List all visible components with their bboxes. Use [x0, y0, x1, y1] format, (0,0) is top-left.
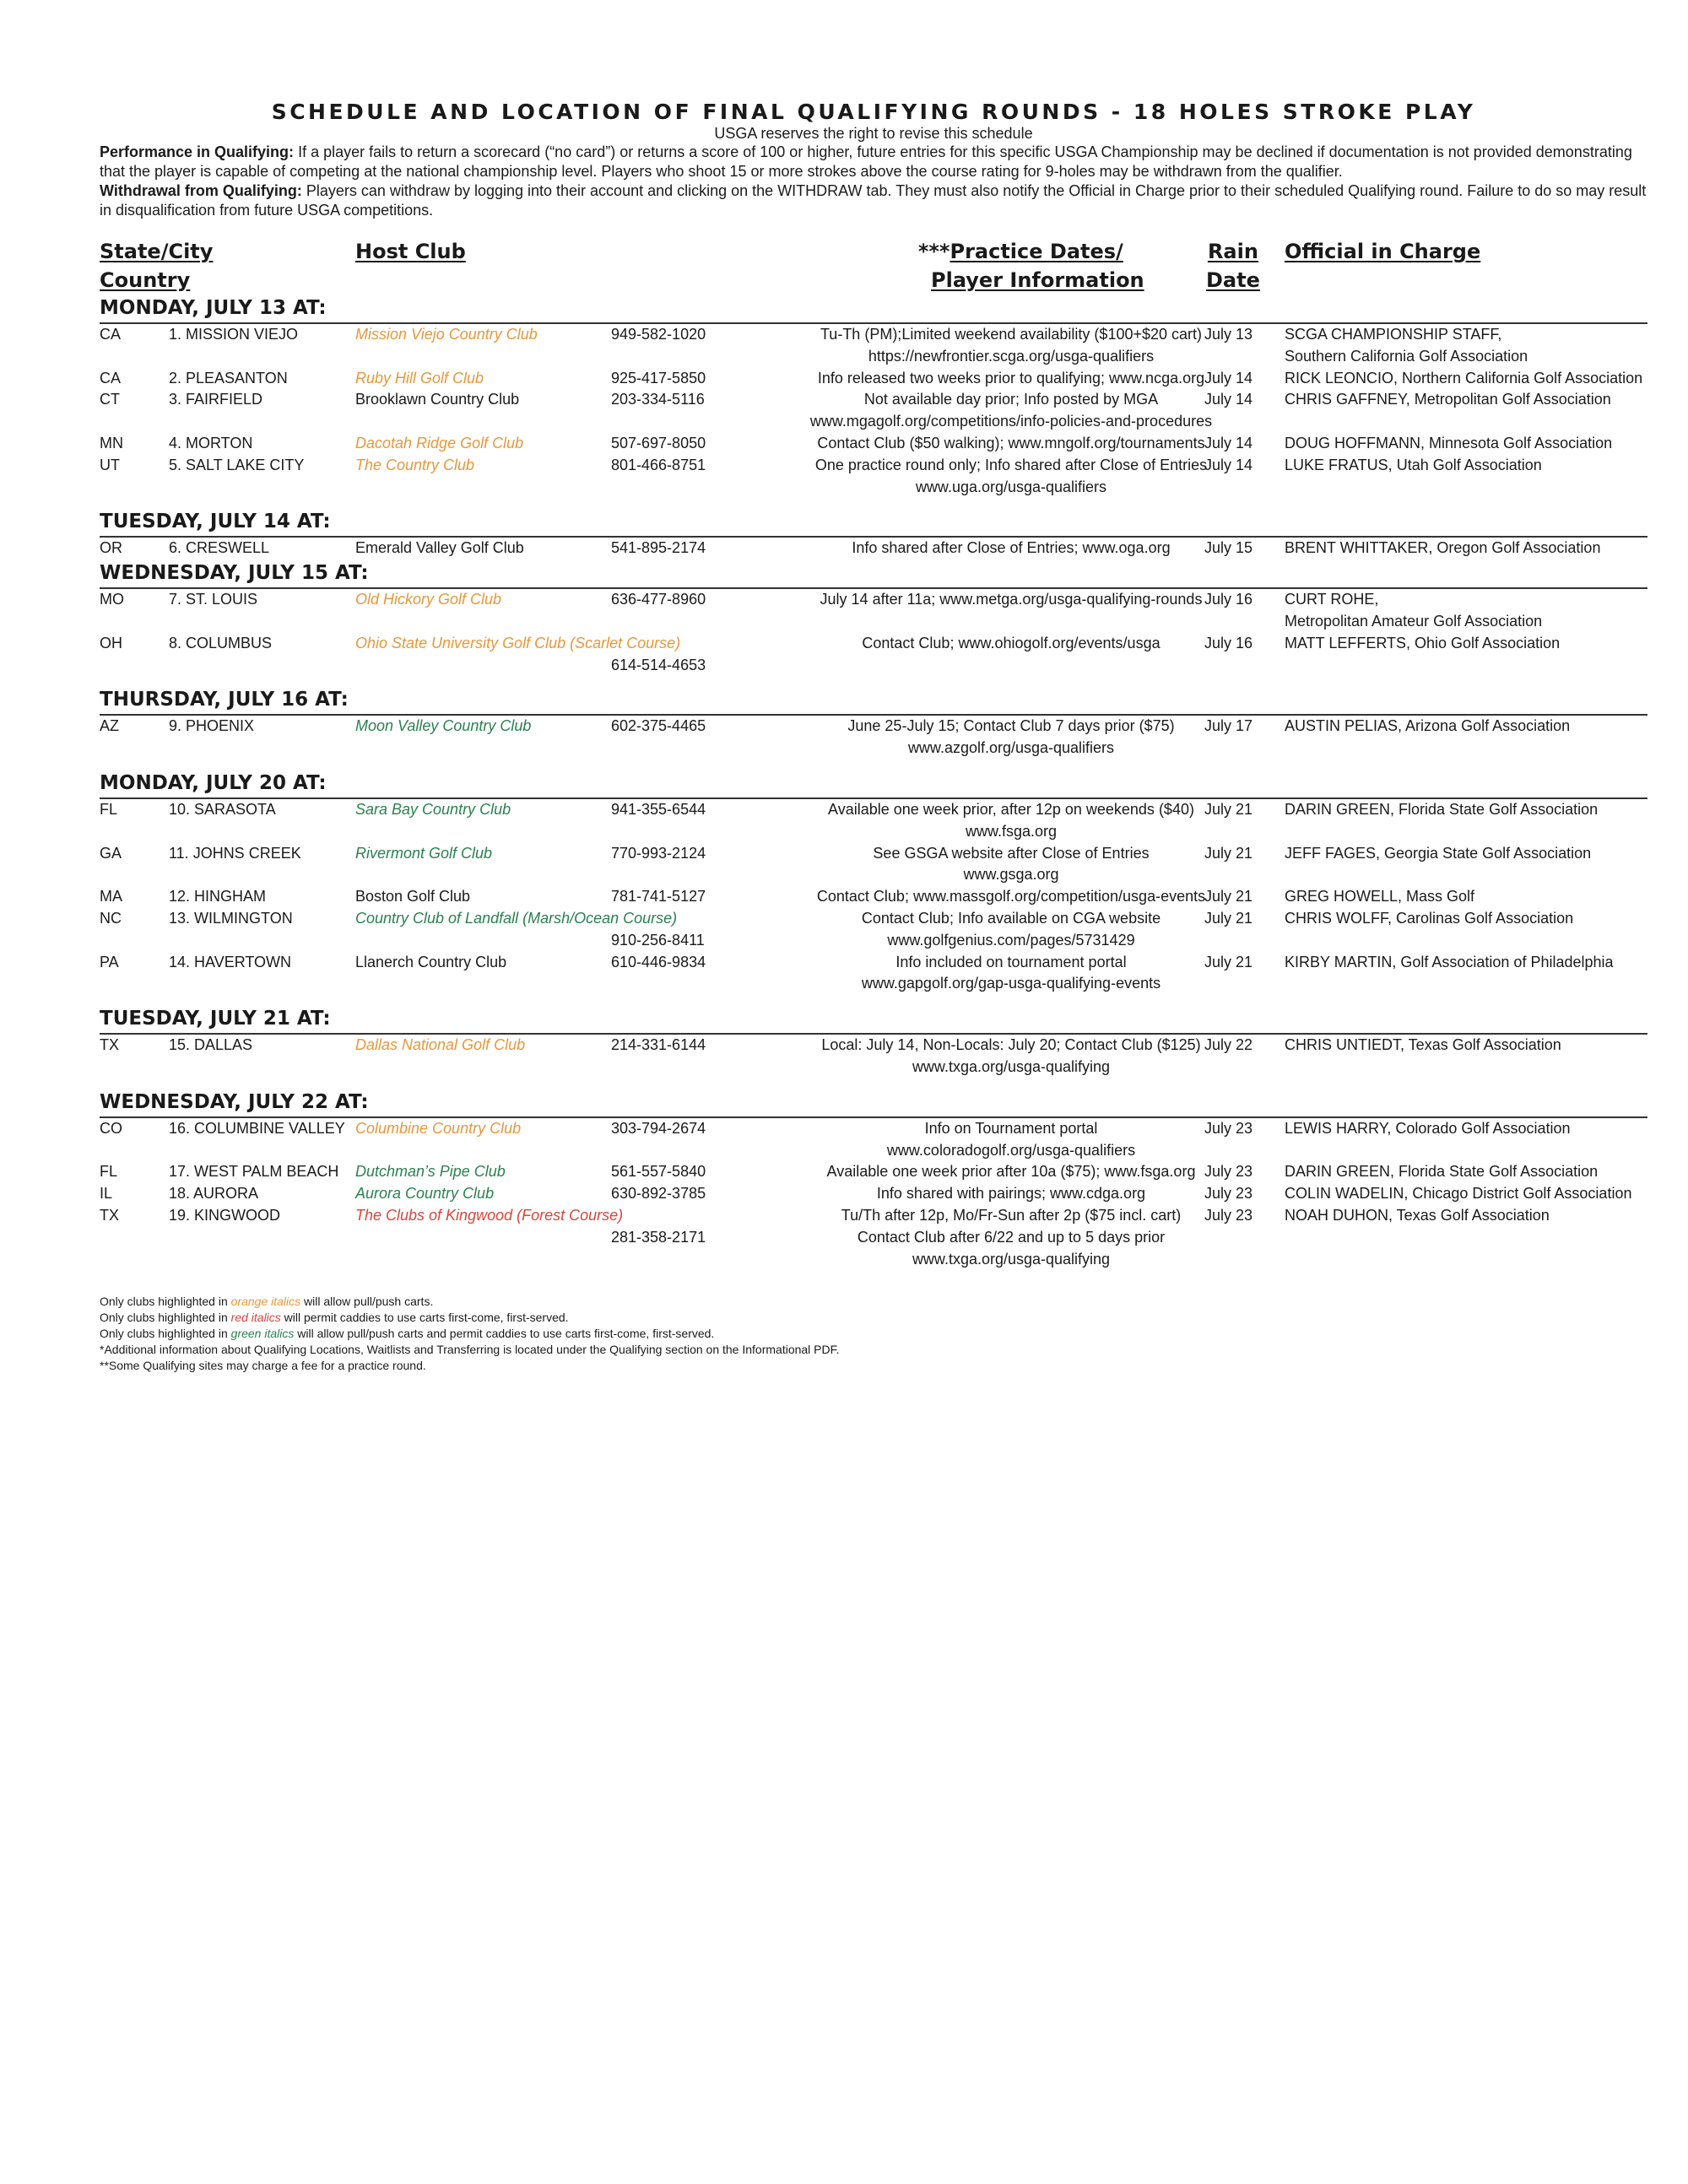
state-code: NC	[100, 909, 122, 927]
rain-date: July 14	[1204, 456, 1253, 473]
official-line: DOUG HOFFMANN, Minnesota Golf Association	[1285, 434, 1613, 451]
host-club: Dutchman’s Pipe Club	[355, 1163, 506, 1181]
rain-date: July 21	[1204, 909, 1253, 927]
official-line: LUKE FRATUS, Utah Golf Association	[1285, 456, 1542, 473]
practice-info	[771, 886, 1252, 908]
legend-text: will allow pull/push carts.	[300, 1295, 434, 1309]
official-in-charge	[1285, 886, 1656, 908]
official-line: COLIN WADELIN, Chicago District Golf Association	[1285, 1185, 1632, 1203]
city: 8. COLUMBUS	[169, 634, 273, 651]
official-line: GREG HOWELL, Mass Golf	[1285, 888, 1475, 905]
city: 4. MORTON	[169, 434, 253, 451]
official-in-charge	[1285, 1035, 1656, 1057]
practice-info	[771, 1161, 1252, 1183]
withdrawal-text: Players can withdraw by logging into their account and clicking on the WITHDRAW tab. They must also notify the Official in Charge prior to their scheduled Qualifying round. Failure to do so may result in disqualification from future USGA competitions.	[100, 182, 1647, 219]
state-code: CA	[100, 326, 122, 343]
header-rain-line1: Rain	[1207, 240, 1258, 263]
rain-date: July 21	[1204, 888, 1253, 905]
day-heading: WEDNESDAY, JULY 22 AT:	[100, 1090, 1647, 1118]
state-code: CA	[100, 369, 122, 387]
practice-info	[771, 433, 1252, 455]
official-line: KIRBY MARTIN, Golf Association of Philadelphia	[1285, 953, 1614, 970]
official-in-charge	[1285, 716, 1656, 738]
rain-date: July 21	[1204, 800, 1253, 818]
phone-number: 507-697-8050	[611, 434, 706, 451]
legend-text: Only clubs highlighted in	[100, 1295, 231, 1309]
practice-info	[771, 368, 1252, 390]
phone-number: 203-334-5116	[611, 391, 705, 408]
city: 13. WILMINGTON	[169, 909, 293, 927]
table-row	[100, 455, 1647, 499]
practice-info-line: Tu-Th (PM);Limited weekend availability ($100+$20 cart)	[820, 326, 1203, 343]
withdrawal-label: Withdrawal from Qualifying:	[100, 182, 302, 199]
phone-number: 614-514-4653	[611, 656, 706, 673]
rain-date: July 21	[1204, 953, 1253, 970]
state-code: IL	[100, 1185, 113, 1203]
practice-info-line: Tu/Th after 12p, Mo/Fr-Sun after 2p ($75 incl. cart)	[841, 1206, 1182, 1224]
table-row	[100, 433, 1647, 455]
state-code: PA	[100, 953, 119, 970]
practice-info-line: Local: July 14, Non-Locals: July 20; Contact Club ($125)	[821, 1036, 1201, 1054]
header-practice-prefix: ***	[917, 240, 950, 263]
phone-number: 910-256-8411	[611, 931, 705, 949]
phone-number: 636-477-8960	[611, 591, 706, 608]
city: 9. PHOENIX	[169, 717, 255, 735]
phone-number: 801-466-8751	[611, 456, 706, 473]
practice-info-line: Available one week prior after 10a ($75); www.fsga.org	[826, 1163, 1196, 1181]
practice-info	[771, 589, 1252, 611]
practice-info	[771, 1183, 1252, 1205]
practice-info-line: www.txga.org/usga-qualifying	[912, 1057, 1111, 1075]
official-line: AUSTIN PELIAS, Arizona Golf Association	[1285, 717, 1571, 735]
header-state	[100, 237, 213, 295]
rain-date: July 22	[1204, 1036, 1253, 1054]
rain-date: July 23	[1204, 1185, 1253, 1203]
policy-notes	[100, 143, 1647, 220]
state-code: CT	[100, 391, 120, 408]
host-club: Boston Golf Club	[355, 888, 471, 905]
state-code: OH	[100, 634, 122, 651]
practice-info-line: www.azgolf.org/usga-qualifiers	[907, 739, 1115, 757]
practice-info	[771, 716, 1252, 760]
city: 1. MISSION VIEJO	[169, 326, 299, 343]
host-club: The Country Club	[355, 456, 475, 473]
practice-info	[771, 538, 1252, 560]
host-club: Mission Viejo Country Club	[355, 326, 538, 343]
table-row	[100, 843, 1647, 887]
host-club: Dacotah Ridge Golf Club	[355, 434, 524, 451]
practice-info-line: www.txga.org/usga-qualifying	[912, 1250, 1111, 1268]
practice-info	[771, 633, 1252, 655]
page-title: SCHEDULE AND LOCATION OF FINAL QUALIFYING ROUNDS - 18 HOLES STROKE PLAY	[271, 100, 1476, 124]
practice-info	[771, 799, 1252, 843]
day-heading: MONDAY, JULY 13 AT:	[100, 296, 1647, 324]
city: 10. SARASOTA	[169, 800, 276, 818]
state-code: FL	[100, 1163, 118, 1181]
legend-line-additional: *Additional information about Qualifying Locations, Waitlists and Transferring is located under the Qualifying section on the Informational PDF.	[100, 1343, 840, 1357]
city: 14. HAVERTOWN	[169, 953, 292, 970]
practice-info	[771, 324, 1252, 368]
practice-info-line: www.golfgenius.com/pages/5731429	[887, 931, 1135, 949]
header-practice-line2: Player Information	[931, 268, 1144, 292]
withdrawal-note	[100, 181, 1647, 220]
phone-number: 630-892-3785	[611, 1185, 706, 1203]
table-row	[100, 589, 1647, 633]
phone-number: 610-446-9834	[611, 953, 706, 970]
performance-label: Performance in Qualifying:	[100, 143, 295, 160]
day-heading: TUESDAY, JULY 14 AT:	[100, 510, 1647, 538]
official-line: DARIN GREEN, Florida State Golf Association	[1285, 1163, 1599, 1181]
official-in-charge	[1285, 324, 1656, 368]
rain-date: July 15	[1204, 539, 1253, 557]
practice-info-line: www.mgagolf.org/competitions/info-policies-and-procedures	[809, 413, 1213, 430]
header-rain-line2: Date	[1206, 268, 1260, 292]
practice-info	[771, 389, 1252, 433]
practice-info	[771, 1205, 1252, 1270]
phone-number: 561-557-5840	[611, 1163, 706, 1181]
practice-info-line: Contact Club; www.massgolf.org/competition/usga-events	[816, 888, 1206, 905]
host-club: Ruby Hill Golf Club	[355, 369, 484, 387]
document-page	[100, 100, 1647, 1374]
table-row	[100, 886, 1647, 908]
header-practice-line1: Practice Dates/	[950, 240, 1123, 263]
practice-info-line: See GSGA website after Close of Entries	[873, 844, 1150, 862]
official-in-charge	[1285, 538, 1656, 560]
city: 2. PLEASANTON	[169, 369, 288, 387]
table-row	[100, 799, 1647, 843]
rain-date: July 23	[1204, 1119, 1253, 1137]
host-club: Country Club of Landfall (Marsh/Ocean Course)	[355, 909, 678, 927]
official-in-charge	[1285, 908, 1656, 930]
host-club: Ohio State University Golf Club (Scarlet Course)	[355, 634, 681, 651]
host-club: Emerald Valley Golf Club	[355, 539, 524, 557]
official-in-charge	[1285, 843, 1656, 865]
phone-number: 281-358-2171	[611, 1228, 706, 1246]
official-line: CURT ROHE,	[1285, 591, 1379, 608]
page-subtitle: USGA reserves the right to revise this schedule	[714, 125, 1033, 142]
legend-text: Only clubs highlighted in	[100, 1311, 231, 1325]
host-club: Moon Valley Country Club	[355, 717, 532, 735]
phone-number: 602-375-4465	[611, 717, 706, 735]
day-heading: WEDNESDAY, JULY 15 AT:	[100, 561, 1647, 589]
phone-number: 541-895-2174	[611, 539, 706, 557]
rain-date: July 23	[1204, 1206, 1253, 1224]
table-row	[100, 389, 1647, 433]
official-in-charge	[1285, 1183, 1656, 1205]
city: 7. ST. LOUIS	[169, 591, 258, 608]
official-in-charge	[1285, 455, 1656, 477]
official-line: SCGA CHAMPIONSHIP STAFF,	[1285, 326, 1502, 343]
official-line: Southern California Golf Association	[1285, 347, 1528, 365]
state-code: FL	[100, 800, 118, 818]
day-heading: TUESDAY, JULY 21 AT:	[100, 1007, 1647, 1035]
table-row	[100, 1183, 1647, 1205]
official-in-charge	[1285, 1161, 1656, 1183]
practice-info-line: Contact Club ($50 walking); www.mngolf.org/tournaments	[817, 434, 1205, 451]
phone-number: 214-331-6144	[611, 1036, 706, 1054]
official-line: LEWIS HARRY, Colorado Golf Association	[1285, 1119, 1571, 1137]
practice-info	[771, 455, 1252, 499]
header-state-line2: Country	[100, 268, 191, 292]
official-in-charge	[1285, 1118, 1656, 1140]
rain-date: July 13	[1204, 326, 1253, 343]
legend-text: will allow pull/push carts and permit caddies to use carts first-come, first-served.	[294, 1327, 715, 1341]
practice-info	[771, 843, 1252, 887]
practice-info-line: Not available day prior; Info posted by MGA	[863, 391, 1159, 408]
practice-info-line: Contact Club after 6/22 and up to 5 days prior	[857, 1228, 1166, 1246]
table-row	[100, 908, 1647, 952]
practice-info	[771, 1118, 1252, 1162]
official-in-charge	[1285, 368, 1656, 390]
phone-number: 925-417-5850	[611, 369, 706, 387]
practice-info-line: www.gapgolf.org/gap-usga-qualifying-events	[861, 975, 1161, 992]
practice-info-line: One practice round only; Info shared after Close of Entries	[814, 456, 1208, 473]
host-club: Dallas National Golf Club	[355, 1036, 526, 1054]
schedule-table	[100, 296, 1647, 1270]
table-row	[100, 1118, 1647, 1162]
official-in-charge	[1285, 589, 1656, 633]
city: 11. JOHNS CREEK	[169, 844, 301, 862]
rain-date: July 14	[1204, 391, 1253, 408]
practice-info-line: www.uga.org/usga-qualifiers	[915, 478, 1107, 495]
official-in-charge	[1285, 389, 1656, 411]
host-club: Llanerch Country Club	[355, 953, 507, 970]
official-in-charge	[1285, 433, 1656, 455]
official-line: MATT LEFFERTS, Ohio Golf Association	[1285, 634, 1561, 651]
official-line: Metropolitan Amateur Golf Association	[1285, 612, 1543, 630]
practice-info	[771, 952, 1252, 996]
rain-date: July 21	[1204, 844, 1253, 862]
legend-orange-sample: orange italics	[230, 1295, 301, 1309]
state-code: GA	[100, 844, 122, 862]
official-in-charge	[1285, 1205, 1656, 1227]
legend-line-green	[100, 1326, 1647, 1342]
performance-text: If a player fails to return a scorecard (“no card”) or returns a score of 100 or higher, future entries for this specific USGA Championship may be declined if documentation is not provided demonstrating that the player is capable of competing at the national championship level. Players who shoot 15 or more strokes above the course rating for 9-holes may be withdrawn from the qualifier.	[100, 143, 1632, 180]
practice-info-line: Info shared with pairings; www.cdga.org	[876, 1185, 1146, 1203]
rain-date: July 14	[1204, 369, 1253, 387]
phone-number: 949-582-1020	[611, 326, 706, 343]
legend-line-orange	[100, 1294, 1647, 1310]
column-headers	[100, 237, 1647, 295]
city: 19. KINGWOOD	[169, 1206, 281, 1224]
phone-number: 303-794-2674	[611, 1119, 706, 1137]
header-official: Official in Charge	[1285, 240, 1481, 263]
state-code: MO	[100, 591, 124, 608]
host-club: Brooklawn Country Club	[355, 391, 520, 408]
city: 3. FAIRFIELD	[169, 391, 263, 408]
header-host: Host Club	[355, 240, 466, 263]
practice-info-line: Contact Club; Info available on CGA website	[861, 909, 1161, 927]
table-row	[100, 368, 1647, 390]
practice-info-line: https://newfrontier.scga.org/usga-qualifiers	[868, 347, 1155, 365]
official-line: NOAH DUHON, Texas Golf Association	[1285, 1206, 1550, 1224]
practice-info	[771, 1035, 1252, 1078]
rain-date: July 17	[1204, 717, 1253, 735]
host-club: The Clubs of Kingwood (Forest Course)	[355, 1206, 624, 1224]
table-row	[100, 324, 1647, 368]
state-code: UT	[100, 456, 120, 473]
legend-red-sample: red italics	[230, 1311, 281, 1325]
performance-note	[100, 143, 1647, 181]
practice-info-line: June 25-July 15; Contact Club 7 days prior ($75)	[847, 717, 1175, 735]
host-club: Aurora Country Club	[355, 1185, 495, 1203]
table-row	[100, 633, 1647, 677]
practice-info-line: Info on Tournament portal	[924, 1119, 1098, 1137]
legend-green-sample: green italics	[230, 1327, 295, 1341]
official-line: DARIN GREEN, Florida State Golf Association	[1285, 800, 1599, 818]
city: 15. DALLAS	[169, 1036, 253, 1054]
table-row	[100, 1205, 1647, 1270]
host-club: Columbine Country Club	[355, 1119, 522, 1137]
table-row	[100, 952, 1647, 996]
legend	[100, 1294, 1647, 1374]
table-row	[100, 538, 1647, 560]
practice-info-line: www.fsga.org	[965, 822, 1058, 840]
city: 16. COLUMBINE VALLEY	[169, 1119, 345, 1137]
official-line: BRENT WHITTAKER, Oregon Golf Association	[1285, 539, 1601, 557]
official-line: RICK LEONCIO, Northern California Golf Association	[1285, 369, 1643, 387]
legend-line-practice-fee: **Some Qualifying sites may charge a fee for a practice round.	[100, 1359, 426, 1373]
rain-date: July 16	[1204, 591, 1253, 608]
legend-text: Only clubs highlighted in	[100, 1327, 231, 1341]
official-line: JEFF FAGES, Georgia State Golf Association	[1285, 844, 1592, 862]
practice-info-line: Info shared after Close of Entries; www.oga.org	[852, 539, 1171, 557]
practice-info-line: www.gsga.org	[963, 866, 1059, 884]
table-row	[100, 1161, 1647, 1183]
practice-info	[771, 908, 1252, 952]
rain-date: July 23	[1204, 1163, 1253, 1181]
official-in-charge	[1285, 799, 1656, 821]
rain-date: July 16	[1204, 634, 1253, 651]
day-heading: THURSDAY, JULY 16 AT:	[100, 688, 1647, 716]
legend-line-red	[100, 1310, 1647, 1326]
official-line: CHRIS UNTIEDT, Texas Golf Association	[1285, 1036, 1561, 1054]
state-code: OR	[100, 539, 122, 557]
city: 18. AURORA	[169, 1185, 259, 1203]
rain-date: July 14	[1204, 434, 1253, 451]
city: 5. SALT LAKE CITY	[169, 456, 305, 473]
state-code: MA	[100, 888, 122, 905]
state-code: CO	[100, 1119, 122, 1137]
practice-info-line: Available one week prior, after 12p on weekends ($40)	[828, 800, 1194, 818]
state-code: TX	[100, 1036, 120, 1054]
practice-info-line: Info included on tournament portal	[895, 953, 1127, 970]
official-in-charge	[1285, 952, 1656, 974]
state-code: AZ	[100, 717, 120, 735]
phone-number: 770-993-2124	[611, 844, 706, 862]
official-line: CHRIS WOLFF, Carolinas Golf Association	[1285, 909, 1574, 927]
legend-text: will permit caddies to use carts first-come, first-served.	[280, 1311, 569, 1325]
city: 17. WEST PALM BEACH	[169, 1163, 339, 1181]
city: 12. HINGHAM	[169, 888, 267, 905]
city: 6. CRESWELL	[169, 539, 270, 557]
state-code: MN	[100, 434, 123, 451]
practice-info-line: www.coloradogolf.org/usga-qualifiers	[886, 1141, 1136, 1159]
host-club: Rivermont Golf Club	[355, 844, 493, 862]
day-heading: MONDAY, JULY 20 AT:	[100, 771, 1647, 799]
header-practice	[897, 237, 1144, 295]
state-code: TX	[100, 1206, 120, 1224]
phone-number: 941-355-6544	[611, 800, 706, 818]
table-row	[100, 1035, 1647, 1078]
header-rain	[1206, 237, 1260, 295]
official-line: CHRIS GAFFNEY, Metropolitan Golf Association	[1285, 391, 1611, 408]
official-in-charge	[1285, 633, 1656, 655]
table-row	[100, 716, 1647, 760]
phone-number: 781-741-5127	[611, 888, 706, 905]
header-state-line1: State/City	[100, 240, 214, 263]
host-club: Old Hickory Golf Club	[355, 591, 502, 608]
practice-info-line: Info released two weeks prior to qualifying; www.ncga.org	[817, 369, 1205, 387]
host-club: Sara Bay Country Club	[355, 800, 511, 818]
practice-info-line: July 14 after 11a; www.metga.org/usga-qualifying-rounds	[820, 591, 1203, 608]
practice-info-line: Contact Club; www.ohiogolf.org/events/usga	[862, 634, 1160, 651]
